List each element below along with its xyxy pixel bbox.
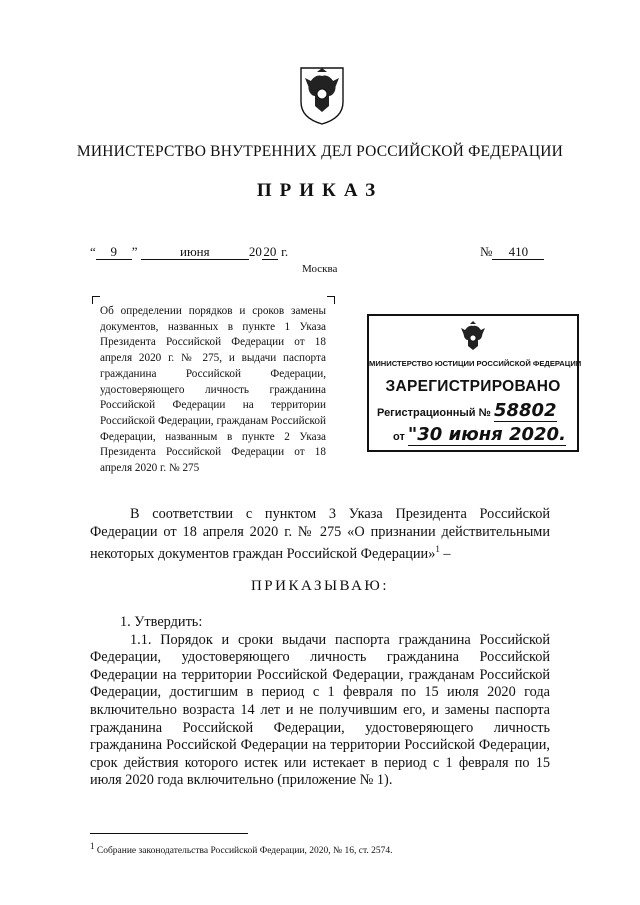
number-label: № xyxy=(480,244,493,259)
preamble-text: В соответствии с пунктом 3 Указа Президента Российской Федерации от 18 апреля 2020 г. № 275 «О признании действительными некоторых документов граждан Российской Федерации» xyxy=(90,506,550,562)
preamble xyxy=(90,506,550,564)
ministry-name: МИНИСТЕРСТВО ВНУТРЕННИХ ДЕЛ РОССИЙСКОЙ ФЕДЕРАЦИИ xyxy=(76,143,564,160)
order-day: 9 xyxy=(96,245,132,260)
registration-stamp xyxy=(367,314,582,452)
document-type: ПРИКАЗ xyxy=(256,180,384,201)
preamble-end: – xyxy=(439,545,451,562)
footnote-text: Собрание законодательства Российской Федерации, 2020, № 16, ст. 2574. xyxy=(94,846,393,857)
stamp-reg-number: 58802 xyxy=(493,400,557,421)
order-subject: Об определении порядков и сроков замены документов, названных в пункте 1 Указа Президента Российской Федерации от 18 апреля 2020 г. № 275, и выдачи паспорта гражданина Российской Федерации, удостоверяющего личность гражданина Российской Федерации на территории Российской Федерации, гражданам Российской Федерации, названным в пункте 2 Указа Президента Российской Федерации от 18 апреля 2020 г. № 275 xyxy=(100,305,326,475)
order-date xyxy=(90,244,288,260)
city: Москва xyxy=(302,263,338,275)
year-unit: г. xyxy=(281,244,289,259)
order-number xyxy=(480,244,544,260)
stamp-date-line xyxy=(393,426,566,444)
bracket-right xyxy=(327,296,335,304)
stamp-date: "30 июня 2020. xyxy=(407,424,566,445)
stamp-reg-number-line xyxy=(377,402,557,420)
item-1-1: 1.1. Порядок и сроки выдачи паспорта гражданина Российской Федерации, удостоверяющего личность гражданина Российской Федерации на территории Российской Федерации, гражданам Российской Федерации, достигшим в период с 1 февраля по 15 июля 2020 года включительно возраста 14 лет и не получившим его, и замены паспорта гражданина Российской Федерации, удостоверяющего личность гражданина Российской Федерации на территории Российской Федерации, срок действия которого истек или истекает в период с 1 февраля по 15 июля 2020 года включительно (приложение № 1). xyxy=(90,631,550,789)
quote-open: “ xyxy=(90,244,96,259)
year-prefix: 20 xyxy=(248,244,262,259)
stamp-registered: ЗАРЕГИСТРИРОВАНО xyxy=(385,378,561,395)
order-word: ПРИКАЗЫВАЮ: xyxy=(250,578,390,594)
number-value: 410 xyxy=(492,245,544,260)
russian-coat-of-arms-icon xyxy=(293,62,351,126)
russian-coat-of-arms-icon xyxy=(456,320,490,356)
stamp-date-prefix: от xyxy=(393,431,405,443)
order-items xyxy=(90,614,550,790)
footnote-divider xyxy=(90,833,248,834)
order-month: июня xyxy=(141,245,249,260)
footnote-mark: 1 xyxy=(90,841,95,851)
stamp-ministry: МИНИСТЕРСТВО ЮСТИЦИИ РОССИЙСКОЙ ФЕДЕРАЦИИ xyxy=(369,359,582,368)
preamble-footnote-ref: 1 xyxy=(435,544,440,555)
footnote xyxy=(90,841,393,856)
year-suffix: 20 xyxy=(263,244,277,259)
quote-close: ” xyxy=(131,244,138,259)
stamp-reg-label: Регистрационный № xyxy=(377,407,491,419)
bracket-left xyxy=(92,296,100,304)
item-1: 1. Утвердить: xyxy=(120,614,203,630)
